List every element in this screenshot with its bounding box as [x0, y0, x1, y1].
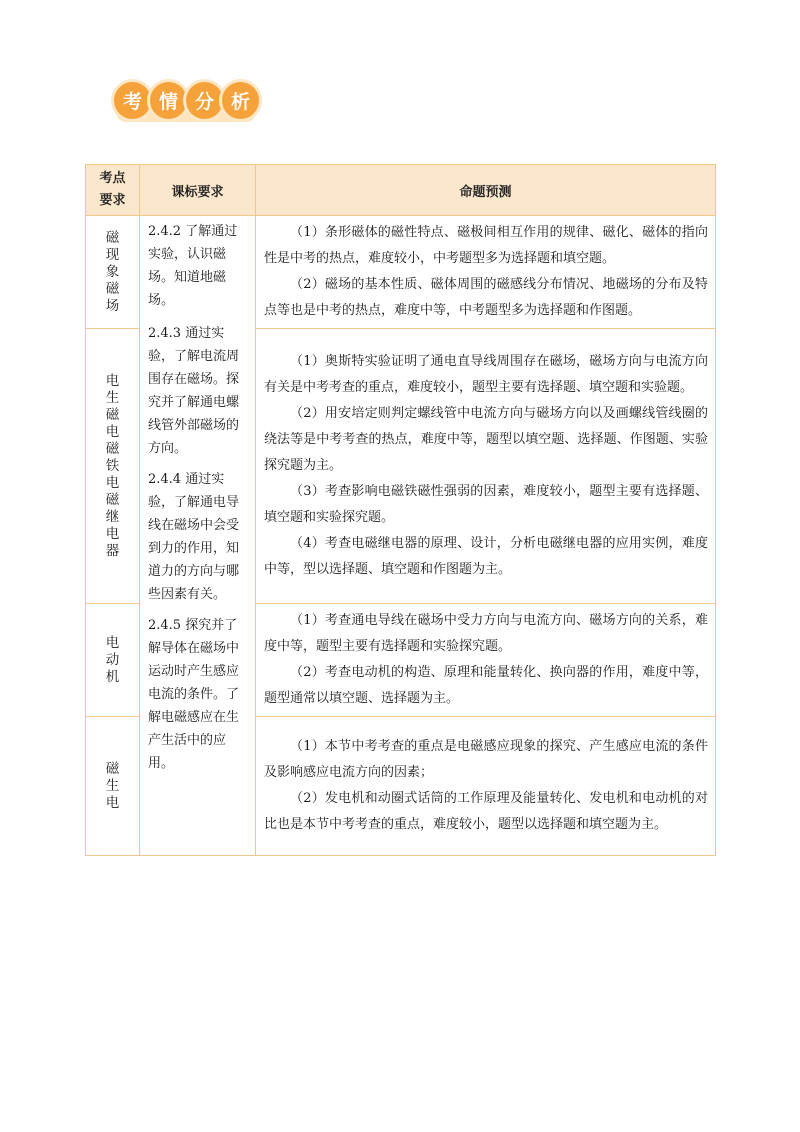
prediction-cell	[256, 216, 716, 329]
requirement-text: 2.4.3 通过实验，了解电流周围存在磁场。探究并了解通电螺线管外部磁场的方向。	[148, 326, 240, 456]
requirement-text: 2.4.5 探究并了解导体在磁场中运动时产生感应电流的条件。了解电磁感应在生产生活中的应用。	[148, 618, 240, 771]
topic-char: 电	[105, 794, 120, 811]
topic-char: 器	[105, 542, 120, 559]
prediction-cell	[256, 329, 716, 604]
topic-char: 继	[105, 508, 120, 525]
prediction-text: （2）用安培定则判定螺线管中电流方向与磁场方向以及画螺线管线圈的绕法等是中考考查的热点，难度中等，题型以填空题、选择题、作图题、实验探究题为主。	[264, 406, 708, 473]
prediction-cell	[256, 604, 716, 717]
requirements-cell	[140, 216, 256, 856]
topic-char: 象	[105, 263, 120, 280]
badge-char: 情	[150, 82, 187, 119]
topic-char: 磁	[105, 491, 120, 508]
prediction-text: （3）考查影响电磁铁磁性强弱的因素，难度较小，题型主要有选择题、填空题和实验探究题。	[264, 484, 708, 525]
topic-cell	[86, 604, 140, 717]
topic-char: 磁	[105, 440, 120, 457]
prediction-text: （4）考查电磁继电器的原理、设计，分析电磁继电器的应用实例，难度中等，型以选择题、填空题和作图题为主。	[264, 536, 708, 577]
topic-char: 场	[105, 297, 120, 314]
header-topic: 考点 要求	[86, 165, 140, 216]
requirement-text: 2.4.4 通过实验，了解通电导线在磁场中会受到力的作用，知道力的方向与哪些因素有关。	[148, 472, 240, 602]
topic-char: 铁	[105, 457, 120, 474]
prediction-text: （1）考查通电导线在磁场中受力方向与电流方向、磁场方向的关系，难度中等，题型主要有选择题和实验探究题。	[264, 613, 708, 654]
topic-char: 生	[105, 777, 120, 794]
analysis-table	[85, 164, 716, 856]
topic-char: 电	[105, 423, 120, 440]
requirement-text: 2.4.2 了解通过实验，认识磁场。知道地磁场。	[148, 224, 238, 308]
section-badge	[112, 76, 260, 126]
topic-char: 电	[105, 474, 120, 491]
topic-char: 现	[105, 246, 120, 263]
table-header-row	[86, 165, 716, 216]
topic-char: 磁	[105, 760, 120, 777]
prediction-cell	[256, 717, 716, 856]
topic-char: 动	[105, 651, 120, 668]
prediction-text: （1）条形磁体的磁性特点、磁极间相互作用的规律、磁化、磁体的指向性是中考的热点，难度较小，中考题型多为选择题和填空题。	[264, 225, 708, 266]
topic-char: 电	[105, 525, 120, 542]
topic-char: 机	[105, 668, 120, 685]
badge-char: 分	[186, 82, 223, 119]
table-row	[86, 216, 716, 329]
prediction-text: （2）磁场的基本性质、磁体周围的磁感线分布情况、地磁场的分布及特点等也是中考的热点，难度中等，中考题型多为选择题和作图题。	[264, 277, 708, 318]
header-prediction: 命题预测	[256, 165, 716, 216]
topic-cell	[86, 717, 140, 856]
topic-char: 生	[105, 389, 120, 406]
prediction-text: （2）考查电动机的构造、原理和能量转化、换向器的作用，难度中等，题型通常以填空题、选择题为主。	[264, 665, 708, 706]
topic-char: 磁	[105, 406, 120, 423]
topic-cell	[86, 216, 140, 329]
topic-cell	[86, 329, 140, 604]
prediction-text: （2）发电机和动圈式话筒的工作原理及能量转化、发电机和电动机的对比也是本节中考考查的重点，难度较小，题型以选择题和填空题为主。	[264, 791, 708, 832]
prediction-text: （1）奥斯特实验证明了通电直导线周围存在磁场，磁场方向与电流方向有关是中考考查的重点，难度较小，题型主要有选择题、填空题和实验题。	[264, 354, 708, 395]
prediction-text: （1）本节中考考查的重点是电磁感应现象的探究、产生感应电流的条件及影响感应电流方向的因素；	[264, 739, 708, 780]
topic-char: 磁	[105, 280, 120, 297]
topic-char: 磁	[105, 229, 120, 246]
header-requirement: 课标要求	[140, 165, 256, 216]
topic-char: 电	[105, 634, 120, 651]
badge-char: 考	[114, 82, 151, 119]
topic-char: 电	[105, 372, 120, 389]
badge-char: 析	[222, 82, 259, 119]
